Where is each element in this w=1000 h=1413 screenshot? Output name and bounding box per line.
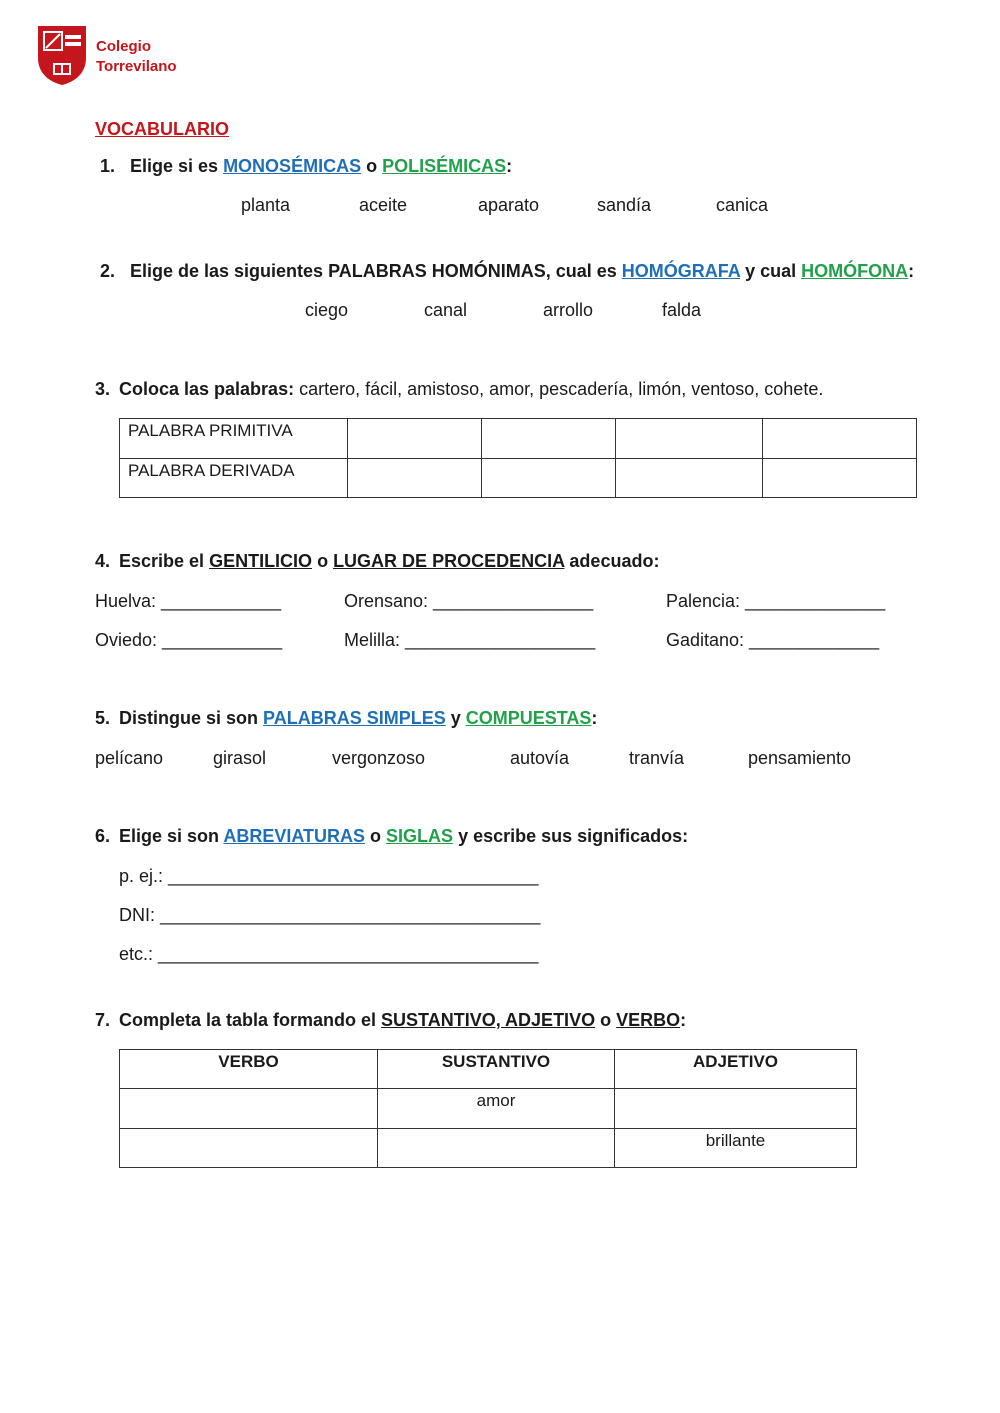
question-text: Coloca las palabras: bbox=[119, 379, 295, 399]
word-item: aparato bbox=[478, 195, 540, 215]
question-text: Elige si es bbox=[130, 156, 224, 176]
option-siglas: SIGLAS bbox=[386, 826, 454, 846]
table-row bbox=[120, 1089, 857, 1129]
word-classification-table bbox=[119, 418, 917, 498]
answer-cell[interactable] bbox=[378, 1129, 615, 1168]
column-header-sustantivo: SUSTANTIVO bbox=[378, 1050, 615, 1089]
question-6 bbox=[95, 826, 688, 847]
word-item: vergonzoso bbox=[332, 748, 426, 768]
question-5 bbox=[95, 708, 597, 729]
answer-cell[interactable] bbox=[615, 1089, 857, 1129]
option-verbo: VERBO bbox=[616, 1010, 681, 1030]
question-number: 1. bbox=[100, 156, 116, 176]
question-2 bbox=[100, 261, 914, 282]
question-suffix: : bbox=[506, 156, 513, 176]
question-suffix: y escribe sus significados: bbox=[453, 826, 689, 846]
question-connector: o bbox=[365, 826, 387, 846]
question-connector: y bbox=[445, 708, 466, 728]
option-compuestas: COMPUESTAS bbox=[465, 708, 592, 728]
question-text: Completa la tabla formando el bbox=[119, 1010, 382, 1030]
question-7 bbox=[95, 1010, 686, 1031]
gentilicio-item[interactable]: Huelva: ____________ bbox=[95, 591, 282, 611]
row-label: PALABRA PRIMITIVA bbox=[120, 419, 348, 459]
abbreviation-line[interactable]: etc.: ______________________________________ bbox=[119, 944, 539, 964]
question-suffix: adecuado: bbox=[564, 551, 660, 571]
word-item: planta bbox=[241, 195, 291, 215]
answer-cell[interactable] bbox=[482, 419, 616, 459]
gentilicio-item[interactable]: Palencia: ______________ bbox=[666, 591, 886, 611]
gentilicio-item[interactable]: Orensano: ________________ bbox=[344, 591, 594, 611]
word-item: pelícano bbox=[95, 748, 164, 768]
school-name-line1: Colegio bbox=[96, 38, 151, 55]
question-4 bbox=[95, 551, 659, 572]
table-header-row bbox=[120, 1050, 857, 1089]
question-connector: y cual bbox=[740, 261, 802, 281]
abbreviation-line[interactable]: p. ej.: _____________________________________ bbox=[119, 866, 539, 886]
answer-cell[interactable] bbox=[616, 419, 763, 459]
word-list: cartero, fácil, amistoso, amor, pescadería, limón, ventoso, cohete. bbox=[294, 379, 824, 399]
table-row bbox=[120, 1129, 857, 1168]
question-number: 7. bbox=[95, 1010, 111, 1030]
question-suffix: : bbox=[680, 1010, 687, 1030]
option-homofona: HOMÓFONA bbox=[801, 261, 909, 281]
option-lugar-procedencia: LUGAR DE PROCEDENCIA bbox=[333, 551, 565, 571]
column-header-verbo: VERBO bbox=[120, 1050, 378, 1089]
gentilicio-item[interactable]: Gaditano: _____________ bbox=[666, 630, 880, 650]
word-item: falda bbox=[662, 300, 702, 320]
option-homografa: HOMÓGRAFA bbox=[621, 261, 741, 281]
question-number: 5. bbox=[95, 708, 111, 728]
column-header-adjetivo: ADJETIVO bbox=[615, 1050, 857, 1089]
shield-icon bbox=[36, 24, 88, 86]
question-1 bbox=[100, 156, 512, 177]
word-item: aceite bbox=[359, 195, 408, 215]
option-abreviaturas: ABREVIATURAS bbox=[223, 826, 366, 846]
word-item: tranvía bbox=[629, 748, 685, 768]
word-item: ciego bbox=[305, 300, 349, 320]
row-label: PALABRA DERIVADA bbox=[120, 459, 348, 498]
question-number: 4. bbox=[95, 551, 111, 571]
question-connector: o bbox=[361, 156, 383, 176]
question-number: 3. bbox=[95, 379, 111, 399]
answer-cell[interactable] bbox=[120, 1089, 378, 1129]
question-3 bbox=[95, 379, 823, 400]
word-item: sandía bbox=[597, 195, 652, 215]
answer-cell[interactable] bbox=[763, 419, 917, 459]
question-text: Elige de las siguientes PALABRAS HOMÓNIMAS, cual es bbox=[130, 261, 622, 281]
question-text: Distingue si son bbox=[119, 708, 264, 728]
school-name-line2: Torrevilano bbox=[96, 58, 177, 75]
answer-cell[interactable] bbox=[482, 459, 616, 498]
answer-cell[interactable] bbox=[616, 459, 763, 498]
question-connector: o bbox=[312, 551, 334, 571]
school-name bbox=[96, 37, 177, 77]
question-number: 2. bbox=[100, 261, 116, 281]
gentilicio-item[interactable]: Melilla: ___________________ bbox=[344, 630, 596, 650]
word-item: arrollo bbox=[543, 300, 594, 320]
question-text: Escribe el bbox=[119, 551, 210, 571]
answer-cell[interactable] bbox=[348, 419, 482, 459]
answer-cell[interactable] bbox=[763, 459, 917, 498]
question-suffix: : bbox=[591, 708, 598, 728]
word-item: canica bbox=[716, 195, 769, 215]
school-logo bbox=[36, 24, 88, 91]
word-formation-table bbox=[119, 1049, 857, 1168]
option-sustantivo-adjetivo: SUSTANTIVO, ADJETIVO bbox=[381, 1010, 596, 1030]
word-item: pensamiento bbox=[748, 748, 852, 768]
question-suffix: : bbox=[908, 261, 915, 281]
word-item: canal bbox=[424, 300, 468, 320]
word-item: girasol bbox=[213, 748, 267, 768]
answer-cell[interactable] bbox=[348, 459, 482, 498]
given-word-cell: amor bbox=[378, 1089, 615, 1129]
option-polisemicas: POLISÉMICAS bbox=[382, 156, 507, 176]
option-palabras-simples: PALABRAS SIMPLES bbox=[263, 708, 446, 728]
table-row bbox=[120, 459, 917, 498]
word-item: autovía bbox=[510, 748, 570, 768]
answer-cell[interactable] bbox=[120, 1129, 378, 1168]
abbreviation-line[interactable]: DNI: ______________________________________ bbox=[119, 905, 541, 925]
question-text: Elige si son bbox=[119, 826, 224, 846]
question-number: 6. bbox=[95, 826, 111, 846]
table-row bbox=[120, 419, 917, 459]
page-title: VOCABULARIO bbox=[95, 119, 229, 139]
question-connector: o bbox=[595, 1010, 617, 1030]
option-gentilicio: GENTILICIO bbox=[209, 551, 313, 571]
given-word-cell: brillante bbox=[615, 1129, 857, 1168]
gentilicio-item[interactable]: Oviedo: ____________ bbox=[95, 630, 283, 650]
option-monosemicas: MONOSÉMICAS bbox=[223, 156, 362, 176]
